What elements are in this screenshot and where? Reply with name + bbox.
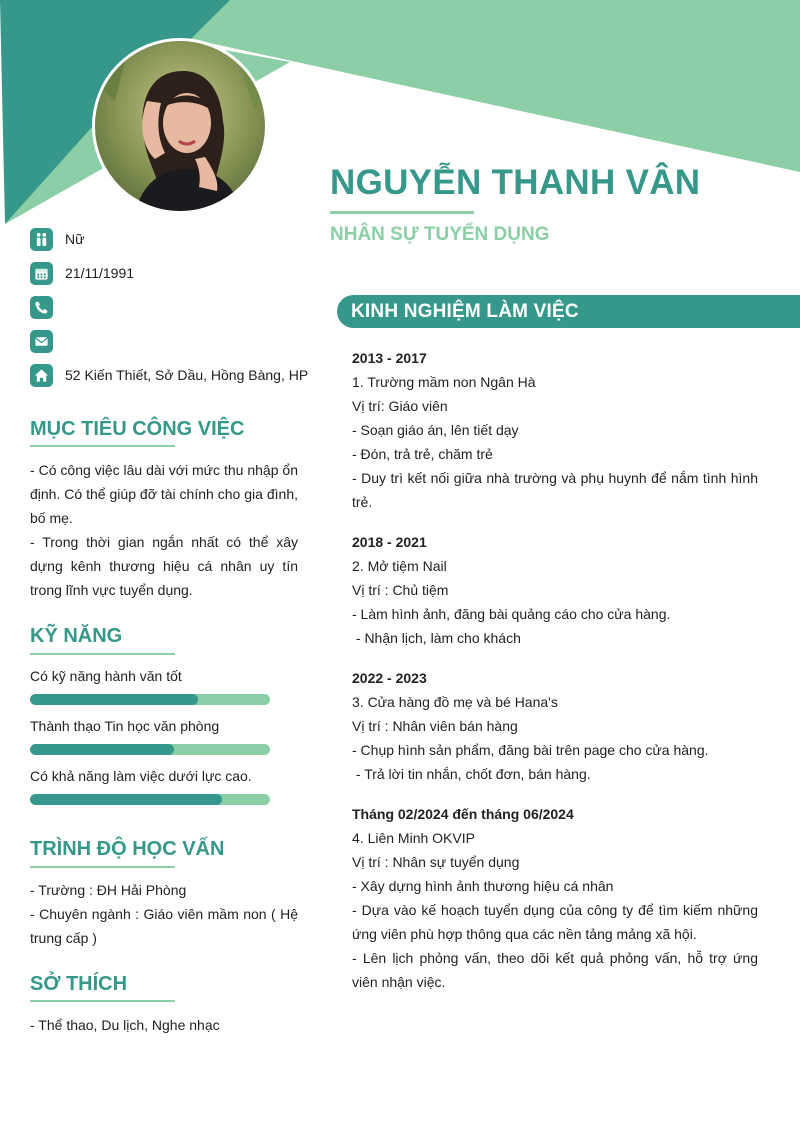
- job-line: - Lên lịch phỏng vấn, theo dõi kết quả phỏng vấn, hỗ trợ ứng viên nhận việc.: [352, 950, 758, 990]
- job-line: 3. Cửa hàng đồ mẹ và bé Hana's: [352, 694, 558, 710]
- education-line-1: - Trường : ĐH Hải Phòng: [30, 882, 187, 898]
- phone-icon: [30, 296, 53, 319]
- contact-address: [30, 358, 320, 392]
- education-line-2: - Chuyên ngành : Giáo viên mầm non ( Hệ trung cấp ): [30, 906, 298, 946]
- mail-icon: [30, 330, 53, 353]
- avatar: [92, 38, 268, 214]
- skill-bar-fill-1: [30, 694, 198, 705]
- objective-text-1: - Có công việc lâu dài với mức thu nhập ổn định. Có thể giúp đỡ tài chính cho gia đình, bố mẹ.: [30, 462, 298, 526]
- gender-icon: [30, 228, 53, 251]
- job-line: - Làm hình ảnh, đăng bài quảng cáo cho cửa hàng.: [352, 606, 671, 622]
- candidate-name: NGUYỄN THANH VÂN: [330, 163, 701, 202]
- objective-text-2: - Trong thời gian ngắn nhất có thể xây dựng kênh thương hiệu cá nhân uy tín trong lĩnh vực tuyển dụng.: [30, 534, 298, 598]
- skill-label-2: Thành thạo Tin học văn phòng: [30, 718, 220, 734]
- contact-phone: [30, 290, 320, 324]
- job-line: 2. Mở tiệm Nail: [352, 558, 447, 574]
- objective-text: [30, 458, 298, 602]
- job-3: [352, 666, 758, 786]
- contact-info: [30, 222, 320, 392]
- skills-title: KỸ NĂNG: [30, 625, 123, 647]
- skill-label-3: Có khả năng làm việc dưới lực cao.: [30, 768, 252, 784]
- job-period: 2018 - 2021: [352, 534, 427, 550]
- job-line: - Trả lời tin nhắn, chốt đơn, bán hàng.: [352, 766, 591, 782]
- skill-bar-2: [30, 744, 270, 755]
- birthday-text: 21/11/1991: [65, 265, 135, 281]
- job-period: Tháng 02/2024 đến tháng 06/2024: [352, 806, 574, 822]
- job-line: - Xây dựng hình ảnh thương hiệu cá nhân: [352, 878, 614, 894]
- job-1: [352, 346, 758, 514]
- job-period: 2013 - 2017: [352, 350, 427, 366]
- skill-bar-fill-3: [30, 794, 222, 805]
- gender-text: Nữ: [65, 231, 85, 247]
- job-line: - Nhận lịch, làm cho khách: [352, 630, 521, 646]
- job-line: - Đón, trả trẻ, chăm trẻ: [352, 446, 493, 462]
- calendar-icon: [30, 262, 53, 285]
- hobbies-title: SỞ THÍCH: [30, 973, 128, 995]
- avatar-portrait: [95, 41, 268, 214]
- job-line: 4. Liên Minh OKVIP: [352, 830, 475, 846]
- skill-bar-1: [30, 694, 270, 705]
- hobbies-text: - Thể thao, Du lịch, Nghe nhạc: [30, 1017, 220, 1033]
- contact-birthday: [30, 256, 320, 290]
- job-line: Vị trí : Nhân sự tuyển dụng: [352, 854, 520, 870]
- contact-email: [30, 324, 320, 358]
- job-line: Vị trí: Giáo viên: [352, 398, 448, 414]
- skills-underline: [30, 653, 175, 655]
- skill-bar-fill-2: [30, 744, 174, 755]
- job-2: [352, 530, 758, 650]
- job-line: Vị trí : Nhân viên bán hàng: [352, 718, 518, 734]
- objective-underline: [30, 445, 175, 447]
- education-title: TRÌNH ĐỘ HỌC VẤN: [30, 838, 225, 860]
- job-4: [352, 802, 758, 994]
- address-text: 52 Kiến Thiết, Sở Dầu, Hồng Bàng, HP: [65, 367, 309, 383]
- skill-label-1: Có kỹ năng hành văn tốt: [30, 668, 182, 684]
- experience-list: [352, 346, 758, 1010]
- objective-title: MỤC TIÊU CÔNG VIỆC: [30, 418, 245, 440]
- job-line: - Soạn giáo án, lên tiết dạy: [352, 422, 519, 438]
- job-line: - Chụp hình sản phẩm, đăng bài trên page cho cửa hàng.: [352, 742, 709, 758]
- job-line: 1. Trường mầm non Ngân Hà: [352, 374, 536, 390]
- job-line: - Dựa vào kế hoạch tuyển dụng của công ty để tìm kiếm những ứng viên phù hợp thông qua các nền tảng mảng xã hội.: [352, 902, 758, 942]
- skill-bar-3: [30, 794, 270, 805]
- hobbies-underline: [30, 1000, 175, 1002]
- experience-header: [337, 295, 800, 328]
- job-title: NHÂN SỰ TUYỂN DỤNG: [330, 224, 550, 245]
- education-underline: [30, 866, 175, 868]
- job-line: - Duy trì kết nối giữa nhà trường và phụ huynh để nắm tình hình trẻ.: [352, 470, 758, 510]
- home-icon: [30, 364, 53, 387]
- contact-gender: [30, 222, 320, 256]
- experience-title: KINH NGHIỆM LÀM VIỆC: [351, 300, 579, 322]
- job-line: Vị trí : Chủ tiệm: [352, 582, 449, 598]
- education-text: [30, 878, 298, 950]
- job-period: 2022 - 2023: [352, 670, 427, 686]
- name-underline: [330, 211, 474, 214]
